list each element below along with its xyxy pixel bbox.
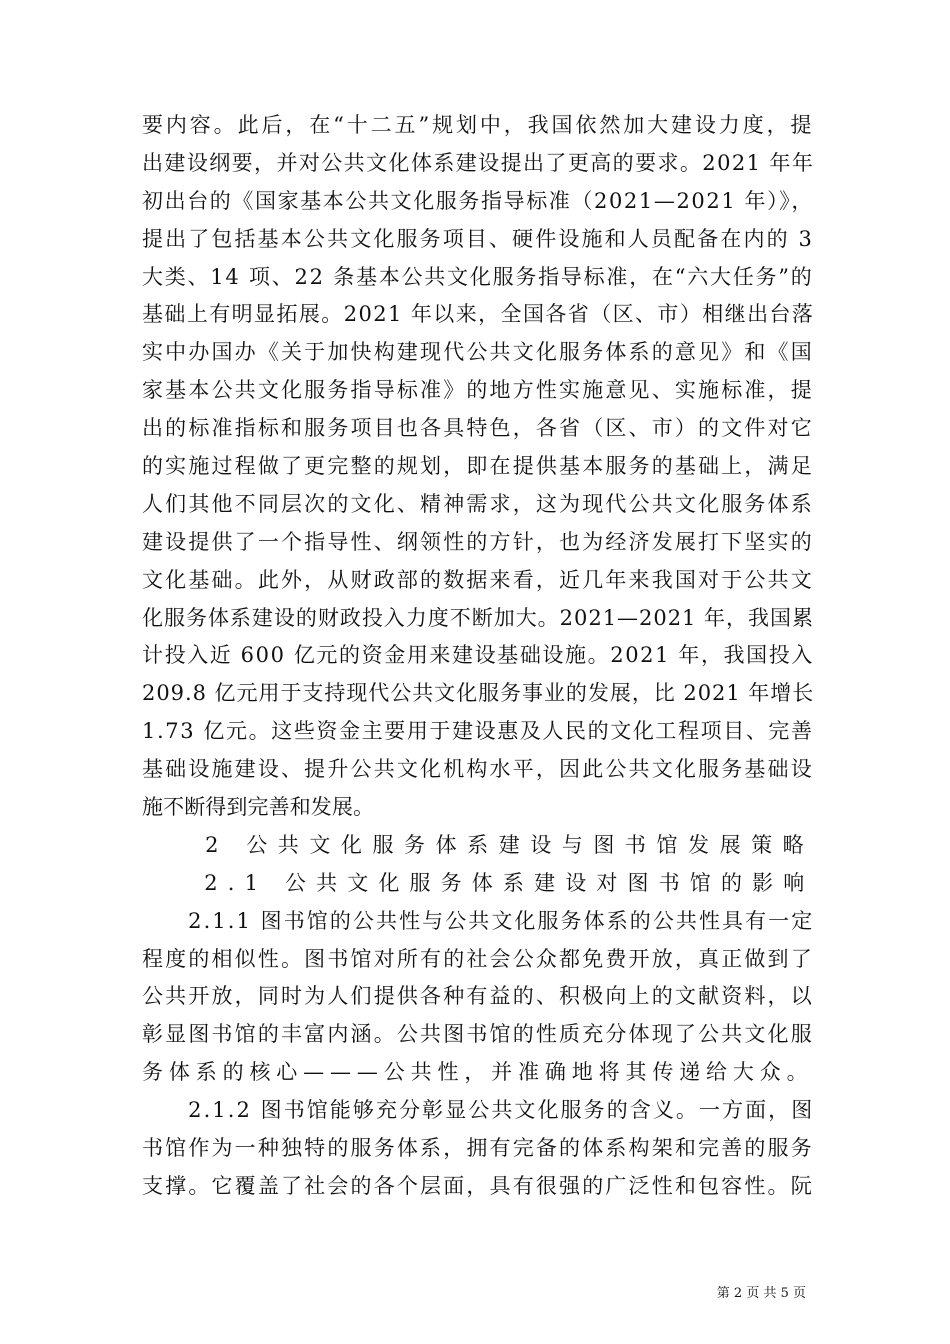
text-line: 建设提供了一个指导性、纲领性的方针，也为经济发展打下坚实的 [142,529,814,554]
text-line: 文化基础。此外，从财政部的数据来看，近几年来我国对于公共文 [142,567,814,592]
text-line: 化服务体系建设的财政投入力度不断加大。2021—2021 年，我国累 [142,605,814,630]
text-line: 家基本公共文化服务指导标准》的地方性实施意见、实施标准，提 [142,378,814,403]
body-text [142,107,814,1206]
text-line: 程度的相似性。图书馆对所有的社会公众都免费开放，真正做到了 [142,946,814,971]
text-line: 要内容。此后，在“十二五”规划中，我国依然加大建设力度，提 [142,113,814,137]
text-line: 施不断得到完善和发展。 [142,795,375,820]
text-line: 209.8 亿元用于支持现代公共文化服务事业的发展，比 2021 年增长 [142,681,814,706]
text-line: 书馆作为一种独特的服务体系，拥有完备的体系构架和完善的服务 [142,1136,814,1161]
text-line: 实中办国办《关于加快构建现代公共文化服务体系的意见》和《国 [142,340,814,365]
text-line: 2.1.1 图书馆的公共性与公共文化服务体系的公共性具有一定 [142,908,814,933]
text-line: 大类、14 项、22 条基本公共文化服务指导标准，在“六大任务”的 [142,264,814,289]
text-line: 1.73 亿元。这些资金主要用于建设惠及人民的文化工程项目、完善 [142,719,814,744]
text-line: 人们其他不同层次的文化、精神需求，这为现代公共文化服务体系 [142,491,814,516]
text-line: 基础设施建设、提升公共文化机构水平，因此公共文化服务基础设 [142,757,814,782]
page-number: 第 2 页 共 5 页 [716,1286,806,1301]
text-line: 计投入近 600 亿元的资金用来建设基础设施。2021 年，我国投入 [142,643,814,668]
text-line: 2.1.2 图书馆能够充分彰显公共文化服务的含义。一方面，图 [142,1098,814,1123]
text-line: 出的标准指标和服务项目也各具特色，各省（区、市）的文件对它 [142,416,814,441]
text-line: 基础上有明显拓展。2021 年以来，全国各省（区、市）相继出台落 [142,302,814,327]
text-line: 的实施过程做了更完整的规划，即在提供基本服务的基础上，满足 [142,454,814,479]
text-line: 初出台的《国家基本公共文化服务指导标准（2021—2021 年）》， [142,188,814,213]
text-line: 出建设纲要，并对公共文化体系建设提出了更高的要求。2021 年年 [142,150,814,175]
text-line: 务体系的核心———公共性，并准确地将其传递给大众。 [142,1060,814,1085]
text-line: 彰显图书馆的丰富内涵。公共图书馆的性质充分体现了公共文化服 [142,1022,814,1047]
text-line: 公共开放，同时为人们提供各种有益的、积极向上的文献资料，以 [142,984,814,1009]
text-line: 2 公共文化服务体系建设与图书馆发展策略 [142,832,814,857]
text-line: 提出了包括基本公共文化服务项目、硬件设施和人员配备在内的 3 [142,226,814,251]
text-line: 2.1 公共文化服务体系建设对图书馆的影响 [142,870,814,895]
text-line: 支撑。它覆盖了社会的各个层面，具有很强的广泛性和包容性。阮 [142,1173,814,1198]
